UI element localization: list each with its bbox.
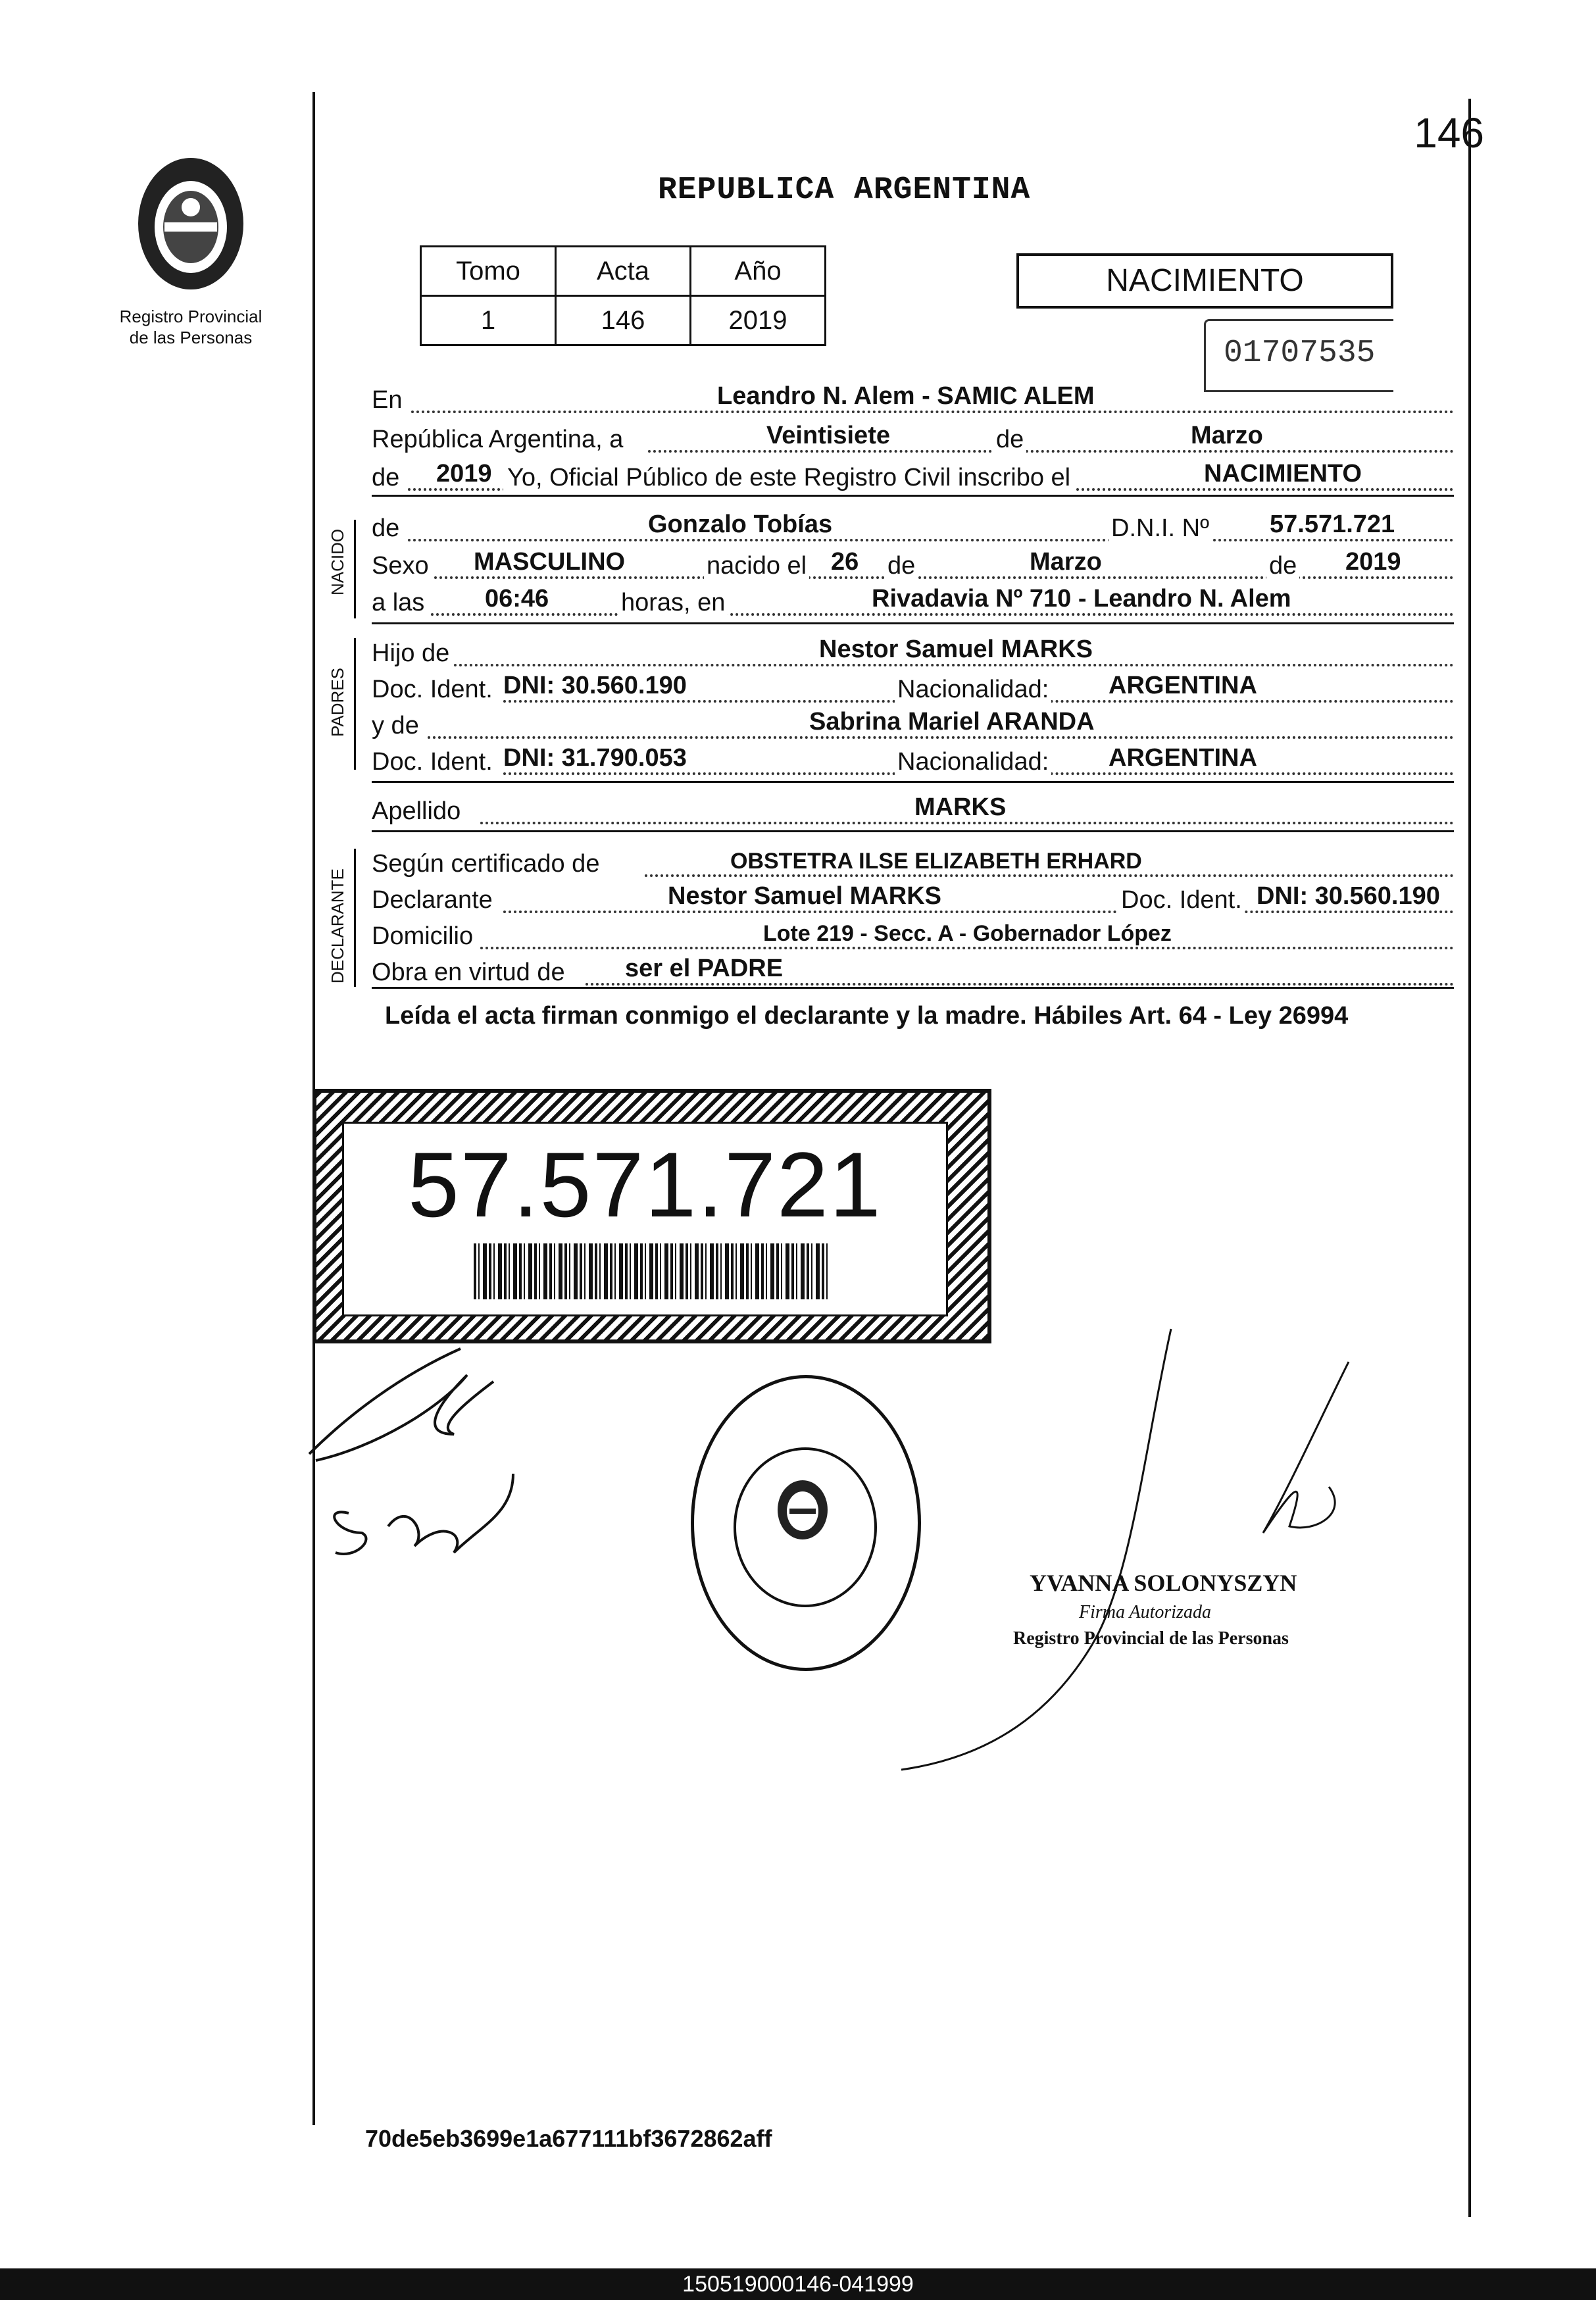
row-hora [372, 584, 1454, 621]
document-title: REPUBLICA ARGENTINA [658, 172, 1031, 208]
father-nationality-label: Nacionalidad: [895, 676, 1051, 704]
right-margin-line [1468, 99, 1471, 2217]
acta-header: Acta [556, 247, 691, 296]
acta-value: 146 [556, 296, 691, 345]
sexo-label: Sexo [372, 552, 429, 580]
separator-2 [372, 622, 1454, 624]
obra-label: Obra en virtud de [372, 959, 565, 986]
page-number: 146 [1414, 109, 1484, 157]
de-label-3: de [372, 514, 400, 542]
separator-1 [372, 495, 1454, 497]
domicilio-value: Lote 219 - Secc. A - Gobernador López [763, 921, 1172, 946]
de-label-4: de [885, 552, 918, 580]
child-dni: 57.571.721 [1270, 511, 1395, 538]
birth-place: Rivadavia Nº 710 - Leandro N. Alem [872, 585, 1291, 612]
declarante-label: Declarante [372, 886, 493, 914]
day-words: Veintisiete [766, 422, 890, 449]
separator-4 [372, 830, 1454, 832]
sexo-value: MASCULINO [474, 548, 626, 576]
apellido-label: Apellido [372, 797, 461, 825]
dni-stamp-number: 57.571.721 [408, 1133, 882, 1236]
domicilio-label: Domicilio [372, 922, 474, 950]
row-en [372, 382, 1454, 418]
row-padre-doc [372, 671, 1454, 708]
birth-year: 2019 [1345, 548, 1401, 576]
declarant-signature [296, 1336, 572, 1572]
nacido-el-label: nacido el [704, 552, 809, 580]
tomo-header: Tomo [421, 247, 556, 296]
dni-label: D.N.I. Nº [1109, 514, 1212, 543]
padres-section-label: PADRES [328, 668, 347, 737]
document-hash: 70de5eb3699e1a677111bf3672862aff [365, 2125, 772, 2152]
registry-name [105, 306, 276, 348]
a-las-label: a las [372, 589, 425, 616]
de-label-5: de [1266, 552, 1299, 580]
father-doc: DNI: 30.560.190 [503, 672, 687, 699]
footer-code: 150519000146-041999 [0, 2268, 1596, 2300]
registrar-signature [895, 1316, 1355, 1789]
birth-time: 06:46 [485, 585, 549, 612]
row-sexo [372, 547, 1454, 584]
birth-month: Marzo [1030, 548, 1102, 576]
row-nombre [372, 510, 1454, 547]
row-apellido [372, 793, 1454, 830]
row-declarante [372, 882, 1454, 918]
child-name: Gonzalo Tobías [648, 511, 833, 538]
misiones-crest-icon [118, 145, 263, 303]
apellido-value: MARKS [914, 793, 1007, 821]
de-label-1: de [993, 426, 1026, 454]
separator-3 [372, 781, 1454, 783]
act-type-value: NACIMIENTO [1204, 460, 1362, 488]
mother-nationality-label: Nacionalidad: [895, 748, 1051, 776]
row-madre [372, 707, 1454, 744]
declarante-value: Nestor Samuel MARKS [668, 882, 941, 910]
de-label-2: de [372, 464, 400, 491]
ano-value: 2019 [691, 296, 826, 345]
certificado-label: Según certificado de [372, 850, 600, 878]
registrar-role: Firma Autorizada [1079, 1602, 1211, 1622]
declarante-bracket [354, 849, 356, 987]
serial-number: 01707535 [1224, 336, 1376, 371]
row-obra [372, 954, 1454, 991]
registry-logo-block [105, 145, 276, 348]
row-domicilio [372, 918, 1454, 955]
tomo-value: 1 [421, 296, 556, 345]
row-inscripcion [372, 459, 1454, 496]
month-registered: Marzo [1191, 422, 1263, 449]
en-label: En [372, 386, 403, 414]
registry-line-2: de las Personas [129, 328, 253, 347]
row-padre [372, 635, 1454, 672]
dni-barcode [474, 1243, 829, 1299]
horas-en-label: horas, en [618, 589, 728, 617]
father-doc-label: Doc. Ident. [372, 676, 493, 703]
birth-day: 26 [831, 548, 859, 576]
republica-label: República Argentina, a [372, 426, 624, 453]
registry-line-1: Registro Provincial [119, 307, 262, 326]
declarante-doc: DNI: 30.560.190 [1257, 882, 1440, 910]
mother-doc-label: Doc. Ident. [372, 748, 493, 776]
declarante-section-label: DECLARANTE [328, 868, 347, 984]
padres-bracket [354, 638, 356, 770]
yo-text: Yo, Oficial Público de este Registro Civil inscribo el [503, 464, 1074, 492]
row-certificado [372, 845, 1454, 882]
obra-value: ser el PADRE [625, 955, 784, 982]
declarante-doc-label: Doc. Ident. [1118, 886, 1245, 914]
mother-name: Sabrina Mariel ARANDA [809, 708, 1095, 736]
year-registered: 2019 [436, 460, 492, 488]
row-madre-doc [372, 743, 1454, 780]
registrar-name: YVANNA SOLONYSZYN [1030, 1570, 1297, 1596]
registrar-office: Registro Provincial de las Personas [1013, 1628, 1289, 1649]
row-fecha [372, 421, 1454, 458]
ano-header: Año [691, 247, 826, 296]
hijo-de-label: Hijo de [372, 639, 450, 667]
certificado-value: OBSTETRA ILSE ELIZABETH ERHARD [730, 849, 1142, 874]
father-nationality: ARGENTINA [1109, 672, 1257, 699]
nacido-section-label: NACIDO [328, 528, 347, 595]
act-type-box: NACIMIENTO [1016, 253, 1393, 309]
nacido-bracket [354, 520, 356, 618]
mother-doc: DNI: 31.790.053 [503, 744, 687, 772]
legal-note: Leída el acta firman conmigo el declarante y la madre. Hábiles Art. 64 - Ley 26994 [385, 1002, 1349, 1030]
en-value: Leandro N. Alem - SAMIC ALEM [717, 382, 1095, 410]
seal-crest-icon [773, 1477, 832, 1543]
mother-nationality: ARGENTINA [1109, 744, 1257, 772]
father-name: Nestor Samuel MARKS [819, 636, 1093, 663]
tomo-acta-table [420, 245, 826, 346]
separator-5 [372, 987, 1454, 989]
y-de-label: y de [372, 712, 419, 739]
